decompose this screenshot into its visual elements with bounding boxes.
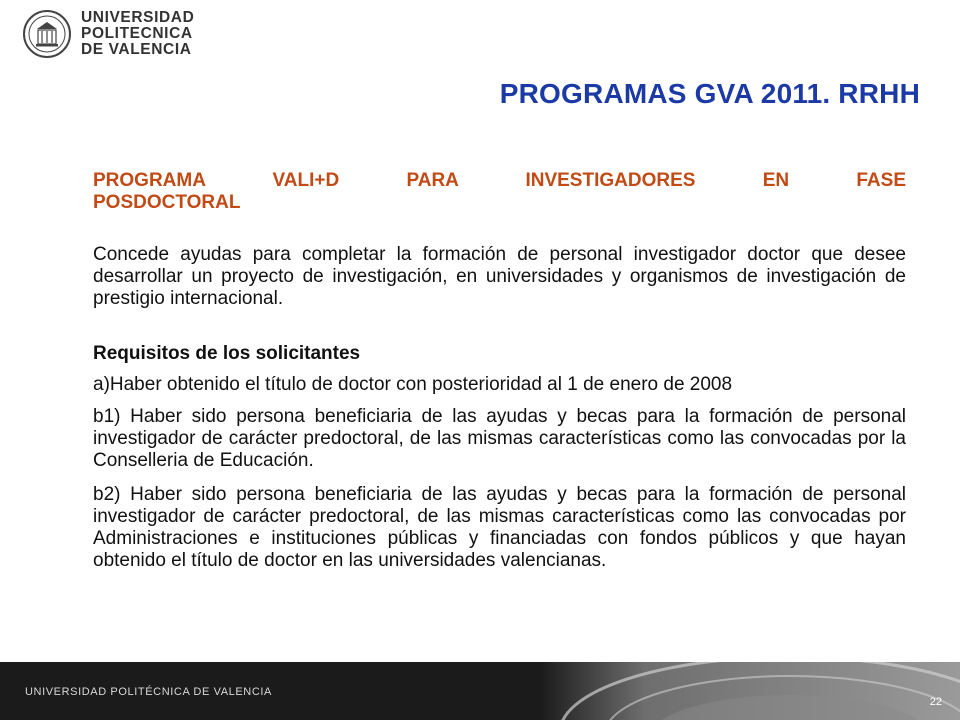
requirement-b1: b1) Haber sido persona beneficiaria de las ayudas y becas para la formación de personal investigador de carácter predoctoral, de las mismas características como las convocadas por la Conselleria de Educación. [93, 406, 906, 471]
requirement-a: a)Haber obtenido el título de doctor con posterioridad al 1 de enero de 2008 [93, 374, 733, 395]
slide-content [93, 170, 906, 572]
program-description: Concede ayudas para completar la formación de personal investigador doctor que desee desarrollar un proyecto de investigación, en universidades y organismos de investigación de prestigio internacional. [93, 244, 906, 309]
slide-title: PROGRAMAS GVA 2011. RRHH [499, 78, 920, 109]
logo-line-1: UNIVERSIDAD [81, 9, 195, 26]
university-seal-icon [22, 9, 72, 59]
requirements-heading: Requisitos de los solicitantes [93, 343, 361, 364]
requirement-b2: b2) Haber sido persona beneficiaria de las ayudas y becas para la formación de personal investigador de carácter predoctoral, de las mismas características como las convocadas por Administraciones e instituciones públicas y financiadas con fondos públicos y que hayan obtenido el título de doctor en las universidades valencianas. [93, 484, 906, 571]
program-subtitle-line-2: POSDOCTORAL [93, 192, 241, 213]
footer-university-name: UNIVERSIDAD POLITÉCNICA DE VALENCIA [25, 686, 272, 698]
program-subtitle-line-1: PROGRAMA VALI+D PARA INVESTIGADORES EN FASE [93, 170, 906, 191]
logo-line-2: POLITECNICA [81, 25, 193, 42]
page-number: 22 [929, 696, 942, 708]
program-subtitle [93, 170, 906, 214]
university-logo [22, 6, 194, 62]
logo-wordmark [81, 10, 194, 58]
footer-seal-watermark-icon [540, 662, 960, 720]
logo-line-3: DE VALENCIA [81, 41, 192, 58]
footer-bar [0, 662, 960, 720]
